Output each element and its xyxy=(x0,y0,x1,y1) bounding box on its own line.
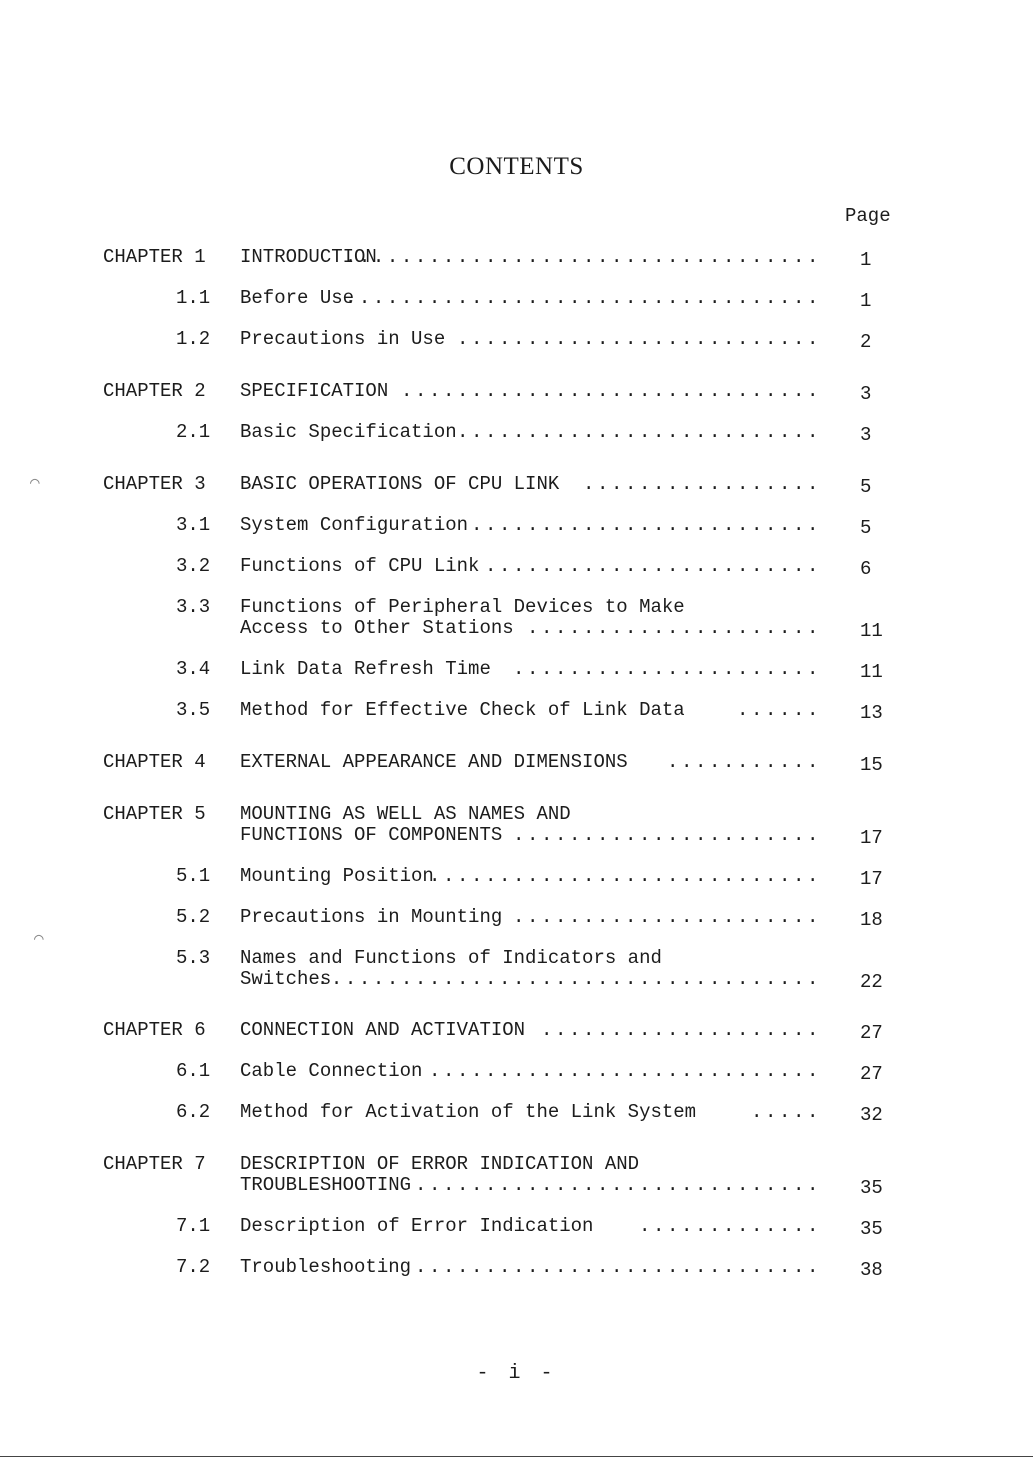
toc-entry-page-number: 18 xyxy=(860,909,883,931)
toc-entry-page-number: 11 xyxy=(860,661,883,683)
toc-entry-page-number: 5 xyxy=(860,517,872,539)
toc-entry-title: System Configuration xyxy=(240,514,469,536)
toc-entry-page-number: 1 xyxy=(860,249,872,271)
toc-entry-page-number: 3 xyxy=(860,424,872,446)
toc-entry-leader-dots: .......................... xyxy=(456,422,821,443)
toc-entry-number: 3.2 xyxy=(176,555,211,577)
toc-entry-leader-dots: ............................ xyxy=(428,866,821,887)
toc-entry-leader-dots: ............................ xyxy=(428,1061,821,1082)
toc-entry-number: CHAPTER 7 xyxy=(103,1153,206,1175)
toc-entry-title: Precautions in Use xyxy=(240,328,446,350)
toc-entry-leader-dots: ..... xyxy=(750,1102,821,1123)
toc-entry-page-number: 22 xyxy=(860,971,883,993)
toc-entry-leader-dots: .................................... xyxy=(316,969,821,990)
toc-entry-title: Method for Activation of the Link System xyxy=(240,1101,697,1123)
toc-entry-leader-dots: .............................. xyxy=(400,381,821,402)
toc-entry-leader-dots: ............................. xyxy=(414,1175,821,1196)
toc-entry-title: Basic Specification xyxy=(240,421,457,443)
toc-entry-page-number: 13 xyxy=(860,702,883,724)
toc-entry-number: CHAPTER 3 xyxy=(103,473,206,495)
toc-entry-number: CHAPTER 6 xyxy=(103,1019,206,1041)
toc-entry-title: Names and Functions of Indicators and xyxy=(240,947,662,969)
toc-entry-number: 6.1 xyxy=(176,1060,211,1082)
toc-entry-leader-dots: ........................ xyxy=(484,556,821,577)
toc-entry-title: DESCRIPTION OF ERROR INDICATION AND xyxy=(240,1153,640,1175)
toc-entry-number: CHAPTER 5 xyxy=(103,803,206,825)
toc-entry-number: CHAPTER 2 xyxy=(103,380,206,402)
toc-entry-title: SPECIFICATION xyxy=(240,380,389,402)
toc-entry-page-number: 17 xyxy=(860,868,883,890)
toc-entry-number: CHAPTER 1 xyxy=(103,246,206,268)
toc-entry-page-number: 27 xyxy=(860,1022,883,1044)
toc-entry-title: INTRODUCTION xyxy=(240,246,377,268)
toc-entry-leader-dots: .................................. xyxy=(344,247,821,268)
toc-entry-number: 3.4 xyxy=(176,658,211,680)
toc-entry-number: 2.1 xyxy=(176,421,211,443)
toc-entry-title: FUNCTIONS OF COMPONENTS xyxy=(240,824,503,846)
page-number-footer: - i - xyxy=(476,1362,557,1385)
toc-entry-title: Link Data Refresh Time xyxy=(240,658,491,680)
contents-title: CONTENTS xyxy=(449,153,584,180)
toc-entry-leader-dots: ............................. xyxy=(414,1257,821,1278)
toc-entry-title: BASIC OPERATIONS OF CPU LINK xyxy=(240,473,560,495)
toc-entry-title: Description of Error Indication xyxy=(240,1215,594,1237)
toc-entry-page-number: 35 xyxy=(860,1177,883,1199)
toc-entry-page-number: 27 xyxy=(860,1063,883,1085)
page-column-header: Page xyxy=(845,205,891,227)
toc-entry-title: Mounting Position xyxy=(240,865,434,887)
toc-entry-leader-dots: ...................... xyxy=(512,659,821,680)
toc-entry-title: TROUBLESHOOTING xyxy=(240,1174,412,1196)
toc-entry-leader-dots: .......................... xyxy=(456,329,821,350)
toc-entry-page-number: 35 xyxy=(860,1218,883,1240)
toc-entry-number: 1.2 xyxy=(176,328,211,350)
toc-entry-number: 5.1 xyxy=(176,865,211,887)
toc-entry-leader-dots: ..................... xyxy=(526,618,821,639)
toc-entry-page-number: 1 xyxy=(860,290,872,312)
toc-entry-page-number: 17 xyxy=(860,827,883,849)
toc-entry-leader-dots: ........... xyxy=(666,752,821,773)
toc-entry-title: Switches xyxy=(240,968,332,990)
toc-entry-title: Functions of CPU Link xyxy=(240,555,480,577)
scan-mark: ⌒ xyxy=(30,474,40,492)
toc-entry-page-number: 5 xyxy=(860,476,872,498)
toc-entry-number: CHAPTER 4 xyxy=(103,751,206,773)
toc-entry-title: Before Use xyxy=(240,287,355,309)
toc-entry-number: 3.1 xyxy=(176,514,211,536)
toc-entry-number: 7.2 xyxy=(176,1256,211,1278)
toc-entry-title: Functions of Peripheral Devices to Make xyxy=(240,596,685,618)
toc-entry-page-number: 6 xyxy=(860,558,872,580)
toc-entry-leader-dots: ............. xyxy=(638,1216,821,1237)
toc-entry-title: CONNECTION AND ACTIVATION xyxy=(240,1019,526,1041)
toc-entry-title: Troubleshooting xyxy=(240,1256,412,1278)
toc-entry-number: 5.3 xyxy=(176,947,211,969)
toc-entry-page-number: 32 xyxy=(860,1104,883,1126)
toc-entry-number: 3.5 xyxy=(176,699,211,721)
toc-entry-title: Method for Effective Check of Link Data xyxy=(240,699,685,721)
toc-entry-title: MOUNTING AS WELL AS NAMES AND xyxy=(240,803,571,825)
toc-entry-leader-dots: ................. xyxy=(582,474,821,495)
toc-entry-page-number: 3 xyxy=(860,383,872,405)
toc-entry-title: EXTERNAL APPEARANCE AND DIMENSIONS xyxy=(240,751,628,773)
toc-entry-leader-dots: .................................. xyxy=(344,288,821,309)
toc-entry-title: Access to Other Stations xyxy=(240,617,514,639)
toc-entry-title: Cable Connection xyxy=(240,1060,423,1082)
toc-entry-page-number: 38 xyxy=(860,1259,883,1281)
toc-entry-number: 3.3 xyxy=(176,596,211,618)
toc-entry-number: 7.1 xyxy=(176,1215,211,1237)
toc-entry-leader-dots: .................... xyxy=(540,1020,821,1041)
toc-entry-page-number: 11 xyxy=(860,620,883,642)
toc-entry-title: Precautions in Mounting xyxy=(240,906,503,928)
toc-entry-leader-dots: ...... xyxy=(736,700,821,721)
toc-entry-leader-dots: ...................... xyxy=(512,907,821,928)
toc-entry-number: 1.1 xyxy=(176,287,211,309)
toc-entry-leader-dots: ......................... xyxy=(470,515,821,536)
toc-entry-number: 6.2 xyxy=(176,1101,211,1123)
scan-mark: ⌒ xyxy=(34,930,44,948)
bottom-edge-rule xyxy=(0,1456,1033,1457)
toc-entry-leader-dots: ...................... xyxy=(512,825,821,846)
toc-entry-page-number: 2 xyxy=(860,331,872,353)
toc-entry-page-number: 15 xyxy=(860,754,883,776)
toc-entry-number: 5.2 xyxy=(176,906,211,928)
